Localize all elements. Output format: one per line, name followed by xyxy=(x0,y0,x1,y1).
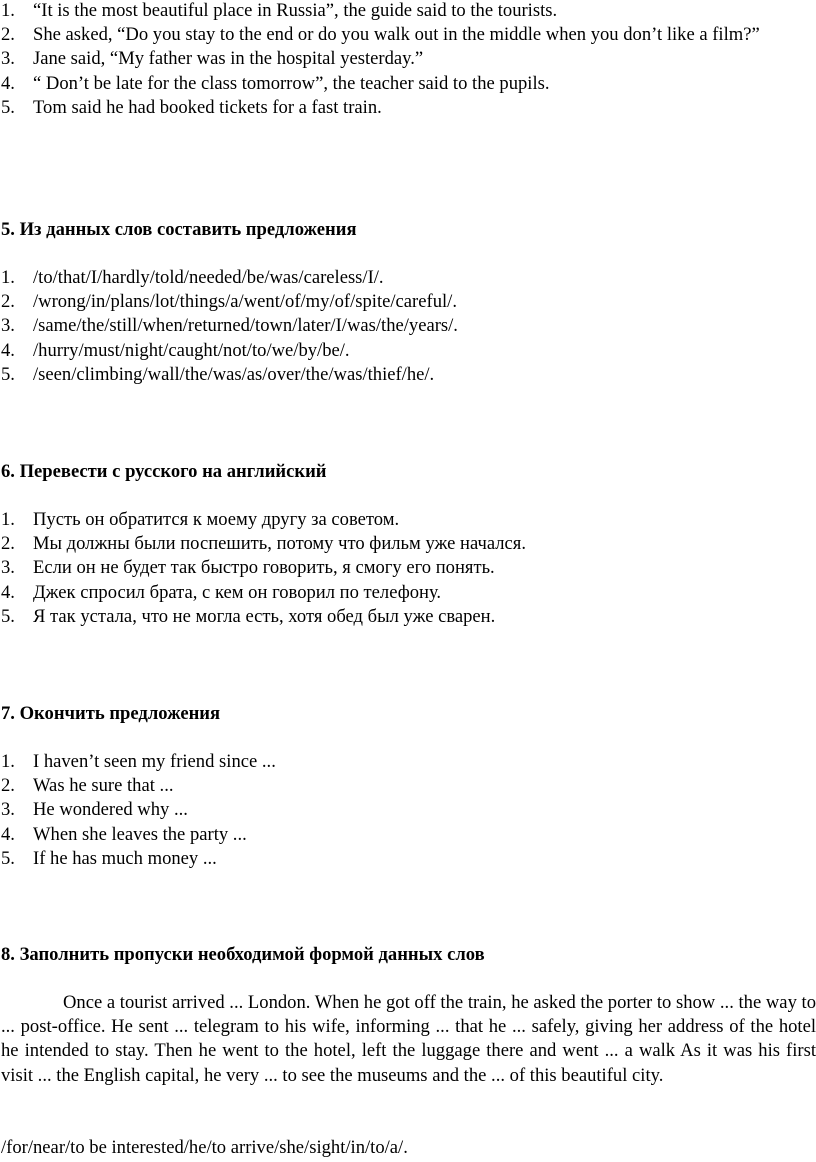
list-item xyxy=(0,774,816,798)
list-item xyxy=(0,508,816,532)
list-item xyxy=(0,314,816,338)
item-number: 2. xyxy=(1,775,15,797)
list-item xyxy=(0,532,816,556)
item-text: “ Don’t be late for the class tomorrow”, the teacher said to the pupils. xyxy=(33,72,550,94)
item-number: 5. xyxy=(1,363,15,385)
item-text: /same/the/still/when/returned/town/later/I/was/the/years/. xyxy=(33,315,458,337)
item-number: 5. xyxy=(1,96,15,118)
item-text: Я так устала, что не могла есть, хотя обед был уже сварен. xyxy=(33,605,496,627)
item-text: I haven’t seen my friend since ... xyxy=(33,751,276,772)
item-number: 4. xyxy=(1,823,15,845)
list-item xyxy=(0,363,816,387)
section8-heading: 8. Заполнить пропуски необходимой формой данных слов xyxy=(1,944,485,965)
item-number: 4. xyxy=(1,581,15,603)
item-number: 2. xyxy=(1,24,15,46)
list-item xyxy=(0,798,816,822)
section7-heading: 7. Окончить предложения xyxy=(1,703,221,724)
section7-list xyxy=(0,750,816,871)
list-item xyxy=(0,847,816,871)
item-text: Jane said, “My father was in the hospital yesterday.” xyxy=(33,48,424,70)
item-number: 3. xyxy=(1,557,15,579)
item-number: 1. xyxy=(1,267,15,288)
item-text: Пусть он обратится к моему другу за советом. xyxy=(33,509,400,530)
list-item xyxy=(0,556,816,580)
item-number: 1. xyxy=(1,0,15,21)
item-text: If he has much money ... xyxy=(33,847,217,869)
item-text: She asked, “Do you stay to the end or do you walk out in the middle when you don’t like a film?” xyxy=(33,24,760,46)
list-item xyxy=(0,750,816,774)
item-number: 4. xyxy=(1,339,15,361)
item-text: /to/that/I/hardly/told/needed/be/was/careless/I/. xyxy=(33,267,384,288)
list-item xyxy=(0,823,816,847)
item-text: When she leaves the party ... xyxy=(33,823,247,845)
section6-heading: 6. Перевести с русского на английский xyxy=(1,461,327,482)
item-text: Джек спросил брата, с кем он говорил по телефону. xyxy=(33,581,442,603)
item-text: “It is the most beautiful place in Russia”, the guide said to the tourists. xyxy=(33,0,558,21)
list-item xyxy=(0,96,816,120)
item-number: 5. xyxy=(1,605,15,627)
item-text: Мы должны были поспешить, потому что фильм уже начался. xyxy=(33,533,526,555)
item-text: /hurry/must/night/caught/not/to/we/by/be/. xyxy=(33,339,350,361)
item-number: 2. xyxy=(1,291,15,313)
item-number: 1. xyxy=(1,509,15,530)
item-text: /wrong/in/plans/lot/things/a/went/of/my/of/spite/careful/. xyxy=(33,291,457,313)
list-item xyxy=(0,605,816,629)
list-item xyxy=(0,47,816,71)
item-text: Если он не будет так быстро говорить, я смогу его понять. xyxy=(33,557,495,579)
section5-list xyxy=(0,266,816,387)
list-item xyxy=(0,290,816,314)
gap-fill-paragraph: Once a tourist arrived ... London. When he got off the train, he asked the porter to show ... the way to ... post-office. He sent ... telegram to his wife, informing ... that he ... safely, giving her address of the hotel he intended to stay. Then he went to the hotel, left the luggage there and went ... a walk As it was his first visit ... the English capital, he very ... to see the museums and the ... of this beautiful city. xyxy=(1,992,816,1086)
section5-heading: 5. Из данных слов составить предложения xyxy=(1,219,357,240)
list-item xyxy=(0,581,816,605)
item-number: 4. xyxy=(1,72,15,94)
section4-list xyxy=(0,0,816,120)
item-text: Was he sure that ... xyxy=(33,775,174,797)
item-number: 5. xyxy=(1,847,15,869)
item-text: He wondered why ... xyxy=(33,799,188,821)
item-number: 2. xyxy=(1,533,15,555)
item-number: 3. xyxy=(1,315,15,337)
item-text: Tom said he had booked tickets for a fast train. xyxy=(33,96,382,118)
item-text: /seen/climbing/wall/the/was/as/over/the/was/thief/he/. xyxy=(33,363,435,385)
item-number: 1. xyxy=(1,751,15,772)
list-item xyxy=(0,72,816,96)
word-bank: /for/near/to be interested/he/to arrive/she/sight/in/to/a/. xyxy=(1,1137,408,1158)
item-number: 3. xyxy=(1,799,15,821)
item-number: 3. xyxy=(1,48,15,70)
list-item xyxy=(0,0,816,23)
list-item xyxy=(0,339,816,363)
list-item xyxy=(0,23,816,47)
section6-list xyxy=(0,508,816,629)
list-item xyxy=(0,266,816,290)
